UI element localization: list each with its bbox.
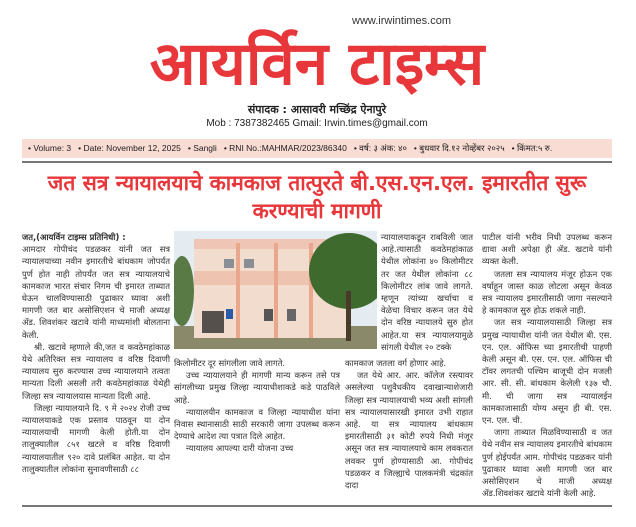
headline: जत सत्र न्यायालयाचे कामकाज तात्पुरते बी.एस.एन.एल. इमारतीत सुरू करण्याची मागणी xyxy=(47,171,587,223)
paragraph: कामकाज जतला वर्ग होणार आहे. xyxy=(345,358,447,369)
article-columns xyxy=(22,231,612,499)
place: • Sangli xyxy=(188,143,217,154)
contact-line: Mob : 7387382465 Gmail: Irwin.times@gmail.com xyxy=(206,118,428,129)
issue: • वर्ष: ३ अंक: ४० xyxy=(354,143,407,154)
paragraph: पाटील यांनी भरीव निधी उपलब्ध करून द्यावा अशी अपेक्षा ही ॲड. खटावे यांनी व्यक्त केली. xyxy=(482,232,612,267)
date-marathi: • बुधवार दि.१२ नोव्हेंबर २०२५ xyxy=(414,143,505,154)
byline: जत,(आयर्विन टाइम्स प्रतिनिधी) : xyxy=(22,232,126,242)
rni-number: • RNI No.:MAHMAR/2023/86340 xyxy=(224,143,347,154)
column-3-bottom xyxy=(345,357,473,491)
website-url: www.irwintimes.com xyxy=(352,15,452,27)
paragraph: जत येथे आर. आर. कॉलेज रस्त्यावर असलेल्या पशुवैधकीय दवाखान्याशेजारी जिल्हा सत्र न्यायालयाची भव्य अशी सांगली सत्र न्यायालयासारखी इमारत उभी राहात आहे. या सत्र न्यायालय बांधकाम इमारतीसाठी ३१ कोटी रुपये निधी मंजूर असून जत सत्र न्यायालयाचे काम लवकरात लवकर पुर्ण होण्यासाठी आ. गोपीचंद पडळकर व जिल्ह्याचे पालकमंत्री चंद्रकांत दादा xyxy=(345,370,473,491)
paragraph: किलोमीटर दूर सांगलीला जावे लागते. xyxy=(174,358,286,369)
date: • Date: November 12, 2025 xyxy=(78,143,181,154)
info-bar xyxy=(22,139,612,158)
price: • किंमत:५ रु. xyxy=(512,143,553,154)
editor-line: संपादक : आसावरी मच्छिंद्र ऐनापुरे xyxy=(247,103,387,116)
column-4 xyxy=(482,231,612,499)
paragraph: जिल्हा न्यायालयाने दि. ९ मे २०२४ रोजी उच्च न्यायालयाकडे एक प्रस्ताव पाठवून या दोन न्यायालयाची मागणी केली होती.या दोन तालुक्यातील ८५१ खटले व वरिष्ठ दिवाणी न्यायालयातील ९२० दावे प्रलंबित आहेत. या दोन तालुक्यातील लोकांना सुनावणीसाठी ८८ xyxy=(22,402,170,474)
column-2 xyxy=(174,357,340,455)
paragraph: जागा ताब्यात मिळविण्यासाठी व जत येथे नवीन सत्र न्यायालय इमारतीचे बांधकाम पुर्ण होईपर्यंत आम. गोपीचंद पडळकर यांनी पुढाकार घ्यावा अशी मागणी जत बार असोसिएशन चे माजी अध्यक्ष ॲड.शिवशंकर खटावे यांनी केली आहे. xyxy=(482,427,612,499)
lower-row xyxy=(174,353,473,491)
divider xyxy=(22,161,612,163)
divider xyxy=(22,505,612,507)
column-1 xyxy=(22,231,170,475)
paragraph: आमदार गोपीचंद पडळकर यांनी जत सत्र न्यायालयाच्या नवीन इमारतीचे बांधकाम जोपर्यंत पुर्ण होत नाही तोपर्यंत जत सत्र न्यायालयाचे कामकाज भारत संचार निगम ची इमारत ताब्यात घेऊन चालविण्यासाठी पुढाकार घ्यावा अशी मागणी जत बार असोसिएशन चे माजी अध्यक्ष ॲड. शिवशंकर खटावे यांनी माध्यमांशी बोलताना केली. xyxy=(22,244,170,340)
photo-row xyxy=(174,231,473,353)
building-photo xyxy=(174,231,377,349)
column-3-top xyxy=(381,231,473,353)
volume: • Volume: 3 xyxy=(28,143,71,154)
paragraph: न्यायालयाकडून राबविली जात आहे.त्यासाठी कवठेमहांकाळ येथील लोकांना ४० किलोमीटर तर जत येथील लोकांना ८८ किलोमीटर लांब जावे लागते. म्हणून त्यांच्या खर्चाचा व वेळेचा विचार करून जत येथे दोन वरिष्ठ न्यायालये सुरु होत आहेत.या सत्र न्यायालयामुळे सांगली येथील २० टक्के xyxy=(381,232,473,352)
paragraph: न्यायालय आपल्या दारी योजना उच्च xyxy=(186,443,294,454)
paragraph: श्री. खटावे म्हणाले की,जत व कवठेमहांकाळ येथे अतिरिक्त सत्र न्यायालय व वरिष्ठ दिवाणी न्यायालय सुरु करण्यास उच्च न्यायालयाने तत्वतः मान्यता दिली असली तरी कवठेमहांकाळ येथेही जिल्हा सत्र न्यायालयास मान्यता दिली आहे. xyxy=(22,341,170,401)
middle-block xyxy=(174,231,473,491)
paragraph: उच्च न्यायालयाने ही मागणी मान्य करून तसे पत्र सांगलीच्या प्रमुख जिल्हा न्यायाधीशाकडे कडे पाठविले आहे. xyxy=(174,370,340,405)
masthead xyxy=(22,14,612,131)
paragraph: जत सत्र न्यायालयासाठी जिल्हा सत्र प्रमुख न्यायाधीश यांनी जत येथील बी. एस. एन. एल. ऑफिस च्या इमारतीची पाहणी केली असून बी. एस. एन. एल. ऑफिस ची टॉवर लगतची पश्चिम बाजूची दोन मजली आर. सी. सी. बांधकाम केलेली १३७ चौ. मी. ची जागा सत्र न्यायालईन कामकाजासाठी योग्य असून ही बी. एस. एन. एल. ची. xyxy=(482,317,612,426)
paragraph: न्यायालयीन कामकाज व जिल्हा न्यायाधीश यांना निवास स्थानासाठी साठी सरकारी जागा उपलब्ध करून देण्याचे आदेश त्या पत्रात दिले आहेत. xyxy=(174,406,340,442)
newspaper-title: आयर्विन टाइम्स xyxy=(149,29,485,99)
paragraph: जतला सत्र न्यायालय मंजूर होऊन एक वर्षाहून जास्त काळ लोटला असून केवळ सत्र न्यायालय इमारतीसाठी जागा नसल्याने हे कामकाज सुरु होऊ शकले नाही. xyxy=(482,268,612,316)
